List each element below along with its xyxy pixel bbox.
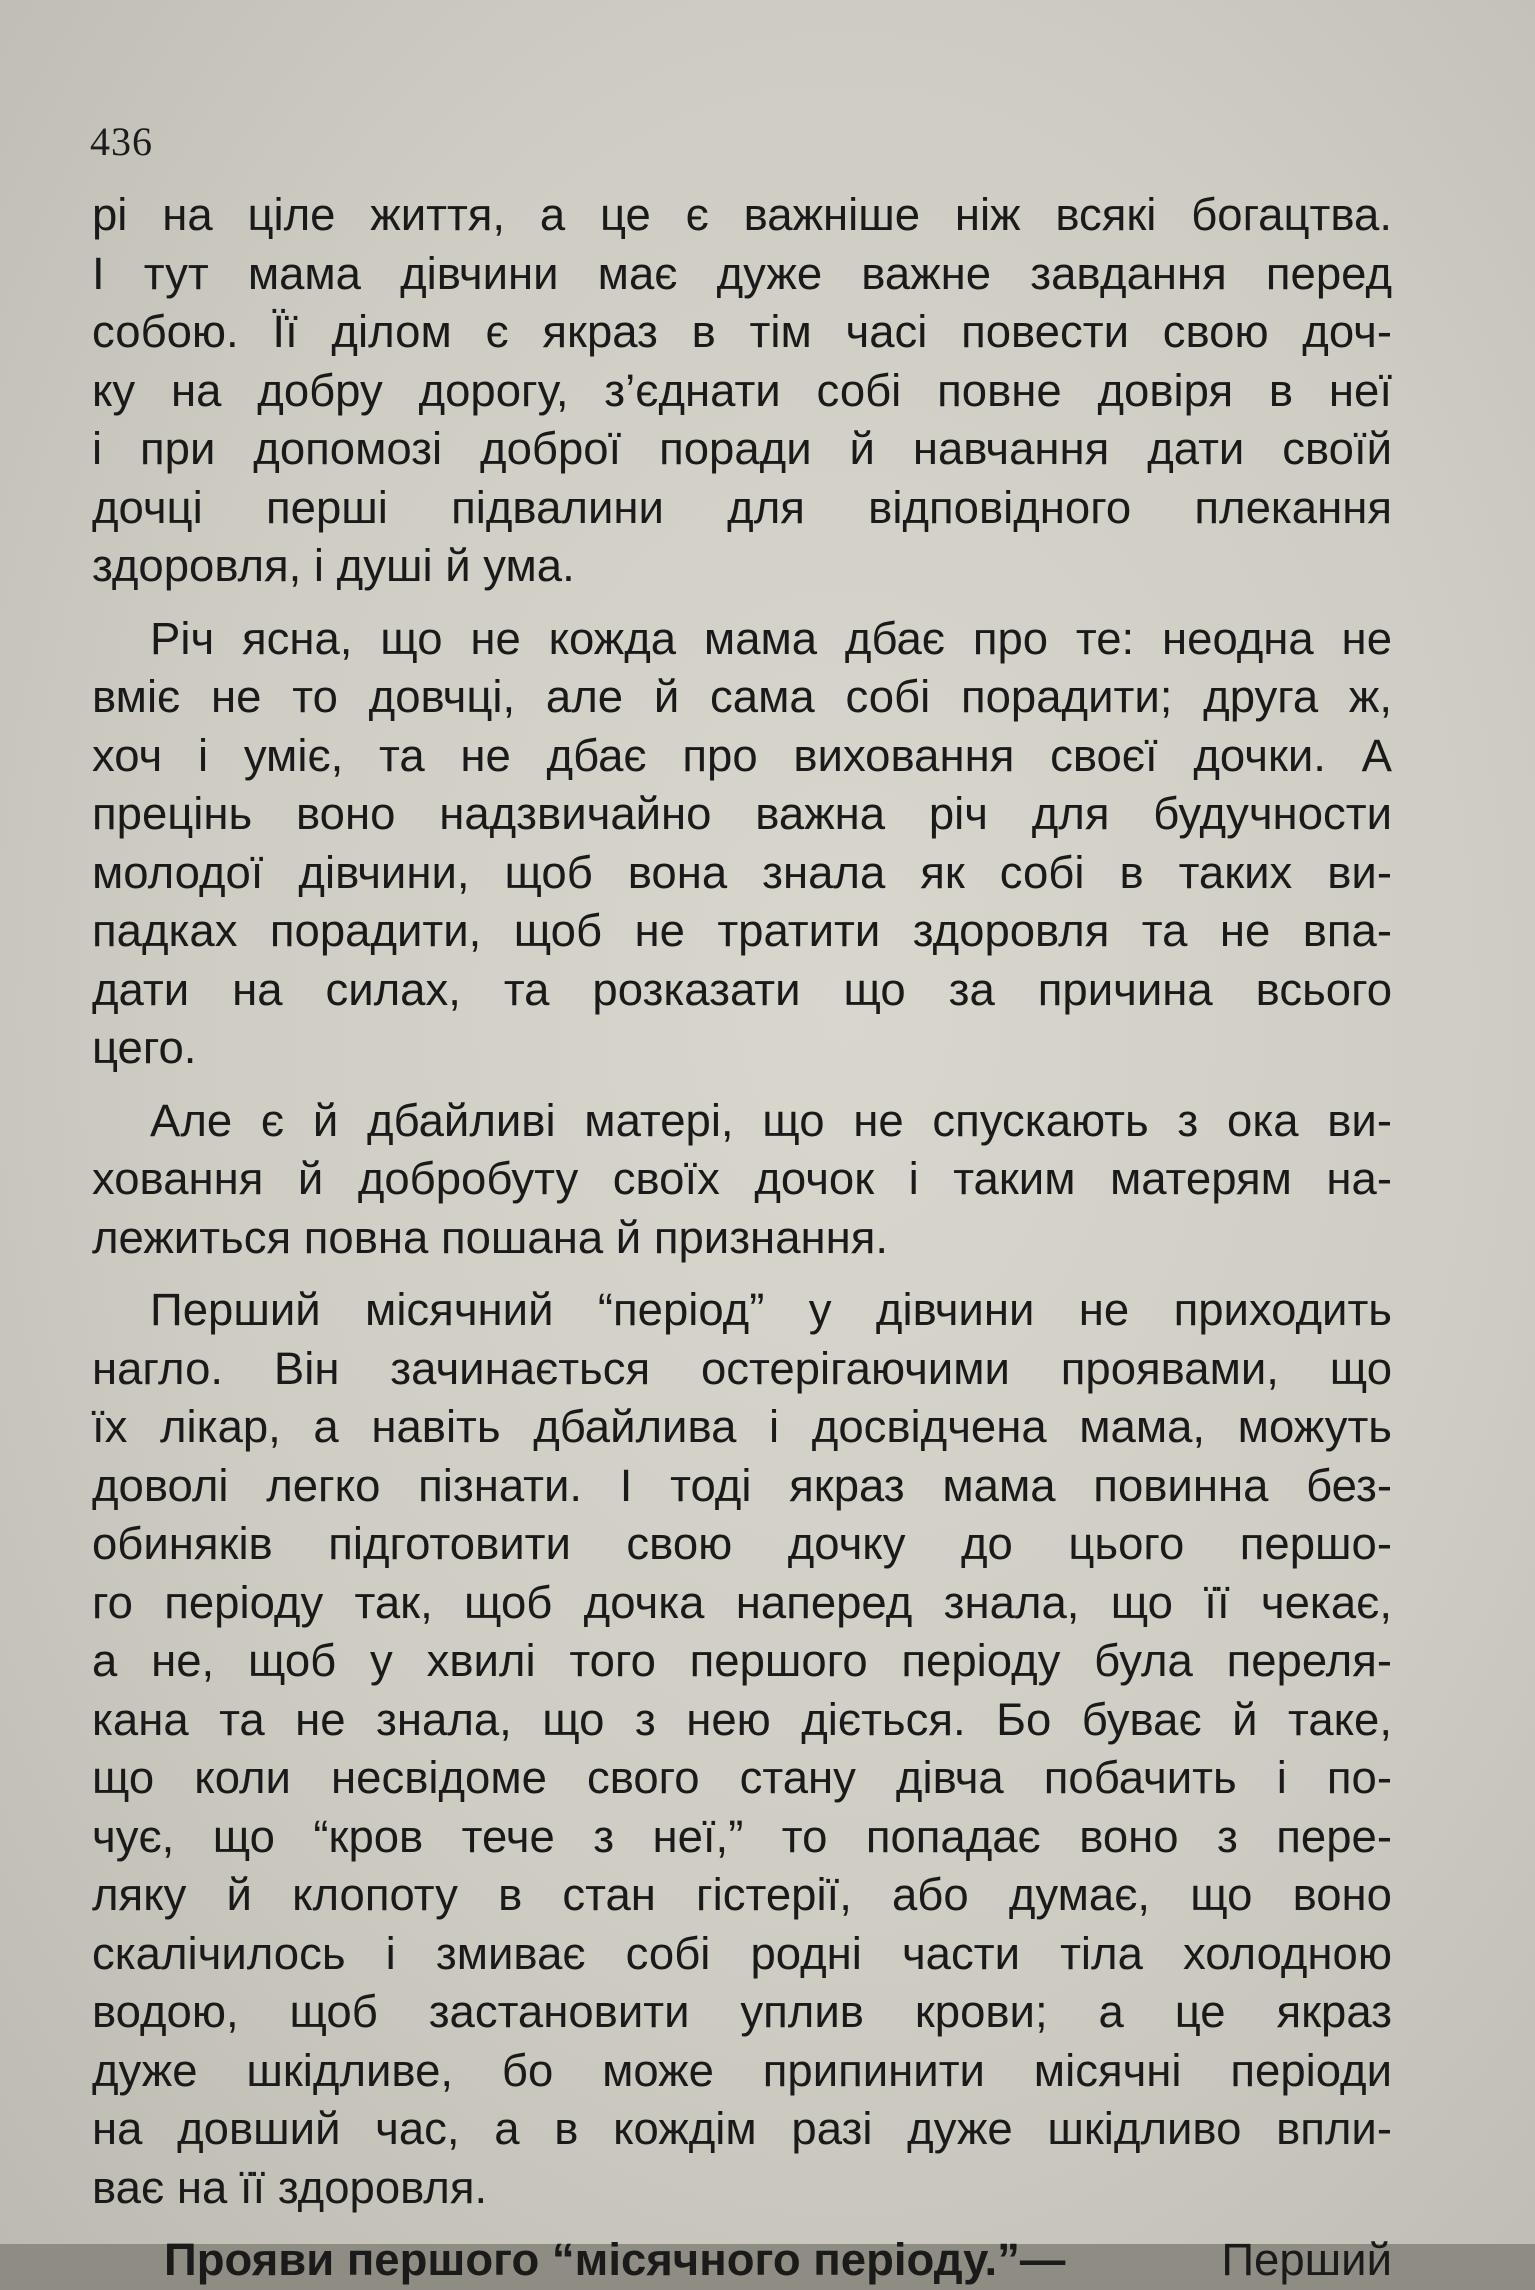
text-line: вміє не то довчці, але й сама собі порадити; друга ж, [92,671,1392,722]
section-heading-title: Прояви першого “місячного періоду.”— [164,2234,1066,2285]
text-line: дати на силах, та розказати що за причина всього [92,963,1392,1015]
text-line: їх лікар, а навіть дбайлива і досвідчена мама, можуть [92,1401,1392,1452]
text-line: молодої дівчини, щоб вона знала як собі в таких ви- [92,846,1392,898]
section-heading-continuation: Перший [1221,2234,1392,2285]
text-line: Перший місячний “період” у дівчини не приходить [150,1284,1392,1335]
paragraph [92,610,1392,1078]
text-line: обиняків підготовити свою дочку до цього першо- [92,1518,1392,1569]
text-line: доволі легко пізнати. І тоді якраз мама повинна без- [92,1459,1392,1511]
text-line: чує, що “кров тече з неї,” то попадає воно з пере- [92,1810,1392,1862]
text-line: скалічилось і змиває собі родні части тіла холодною [92,1927,1392,1979]
text-line: лежиться повна пошана й признання. [92,1211,889,1263]
paragraph [92,1092,1392,1268]
text-line: І тут мама дівчини має дуже важне завдання перед [92,247,1392,299]
paragraph [92,186,1392,596]
text-line: ховання й добробуту своїх дочок і таким матерям на- [92,1153,1392,1204]
text-line: нагло. Він зачинається остерігаючими проявами, що [92,1342,1392,1394]
text-line: ку на добру дорогу, з’єднати собі повне довіря в неї [92,364,1392,416]
text-line: ляку й клопоту в стан гістерії, або думає, що воно [92,1869,1392,1920]
text-line: дуже шкідливе, бо може припинити місячні періоди [92,2044,1392,2096]
text-line: що коли несвідоме свого стану дівча побачить і по- [92,1752,1392,1803]
body-text [92,186,1392,2290]
text-line: падках порадити, щоб не тратити здоровля та не впа- [92,905,1392,956]
paragraph [92,1281,1392,2217]
text-line: дочці перші підвалини для відповідного плекання [92,481,1392,533]
text-line: собою. Її ділом є якраз в тім часі повести свою доч- [92,306,1392,357]
text-line: Річ ясна, що не кожда мама дбає про те: неодна не [150,612,1392,664]
text-line: рі на ціле життя, а це є важніше ніж всякі богацтва. [92,189,1392,240]
text-line: на довший час, а в кождім разі дуже шкідливо впли- [92,2103,1392,2154]
text-line: хоч і уміє, та не дбає про виховання своєї дочки. А [92,729,1392,781]
page-number: 436 [90,119,153,164]
text-line: Але є й дбайливі матері, що не спускають з ока ви- [150,1094,1392,1146]
text-line: ває на її здоровля. [92,2161,488,2213]
text-line: цего. [92,1022,197,1073]
text-line: прецінь воно надзвичайно важна річ для будучности [92,788,1392,839]
section-heading [92,2231,1392,2290]
text-line: а не, щоб у хвилі того першого періоду була переля- [92,1635,1392,1686]
text-line: водою, щоб застановити уплив крови; а це якраз [92,1986,1392,2037]
text-line: го періоду так, щоб дочка наперед знала, що її чекає, [92,1576,1392,1628]
text-line: кана та не знала, що з нею діється. Бо буває й таке, [92,1693,1392,1745]
text-line: здоровля, і душі й ума. [92,540,575,591]
text-line: і при допомозі доброї поради й навчання дати своїй [92,423,1392,474]
